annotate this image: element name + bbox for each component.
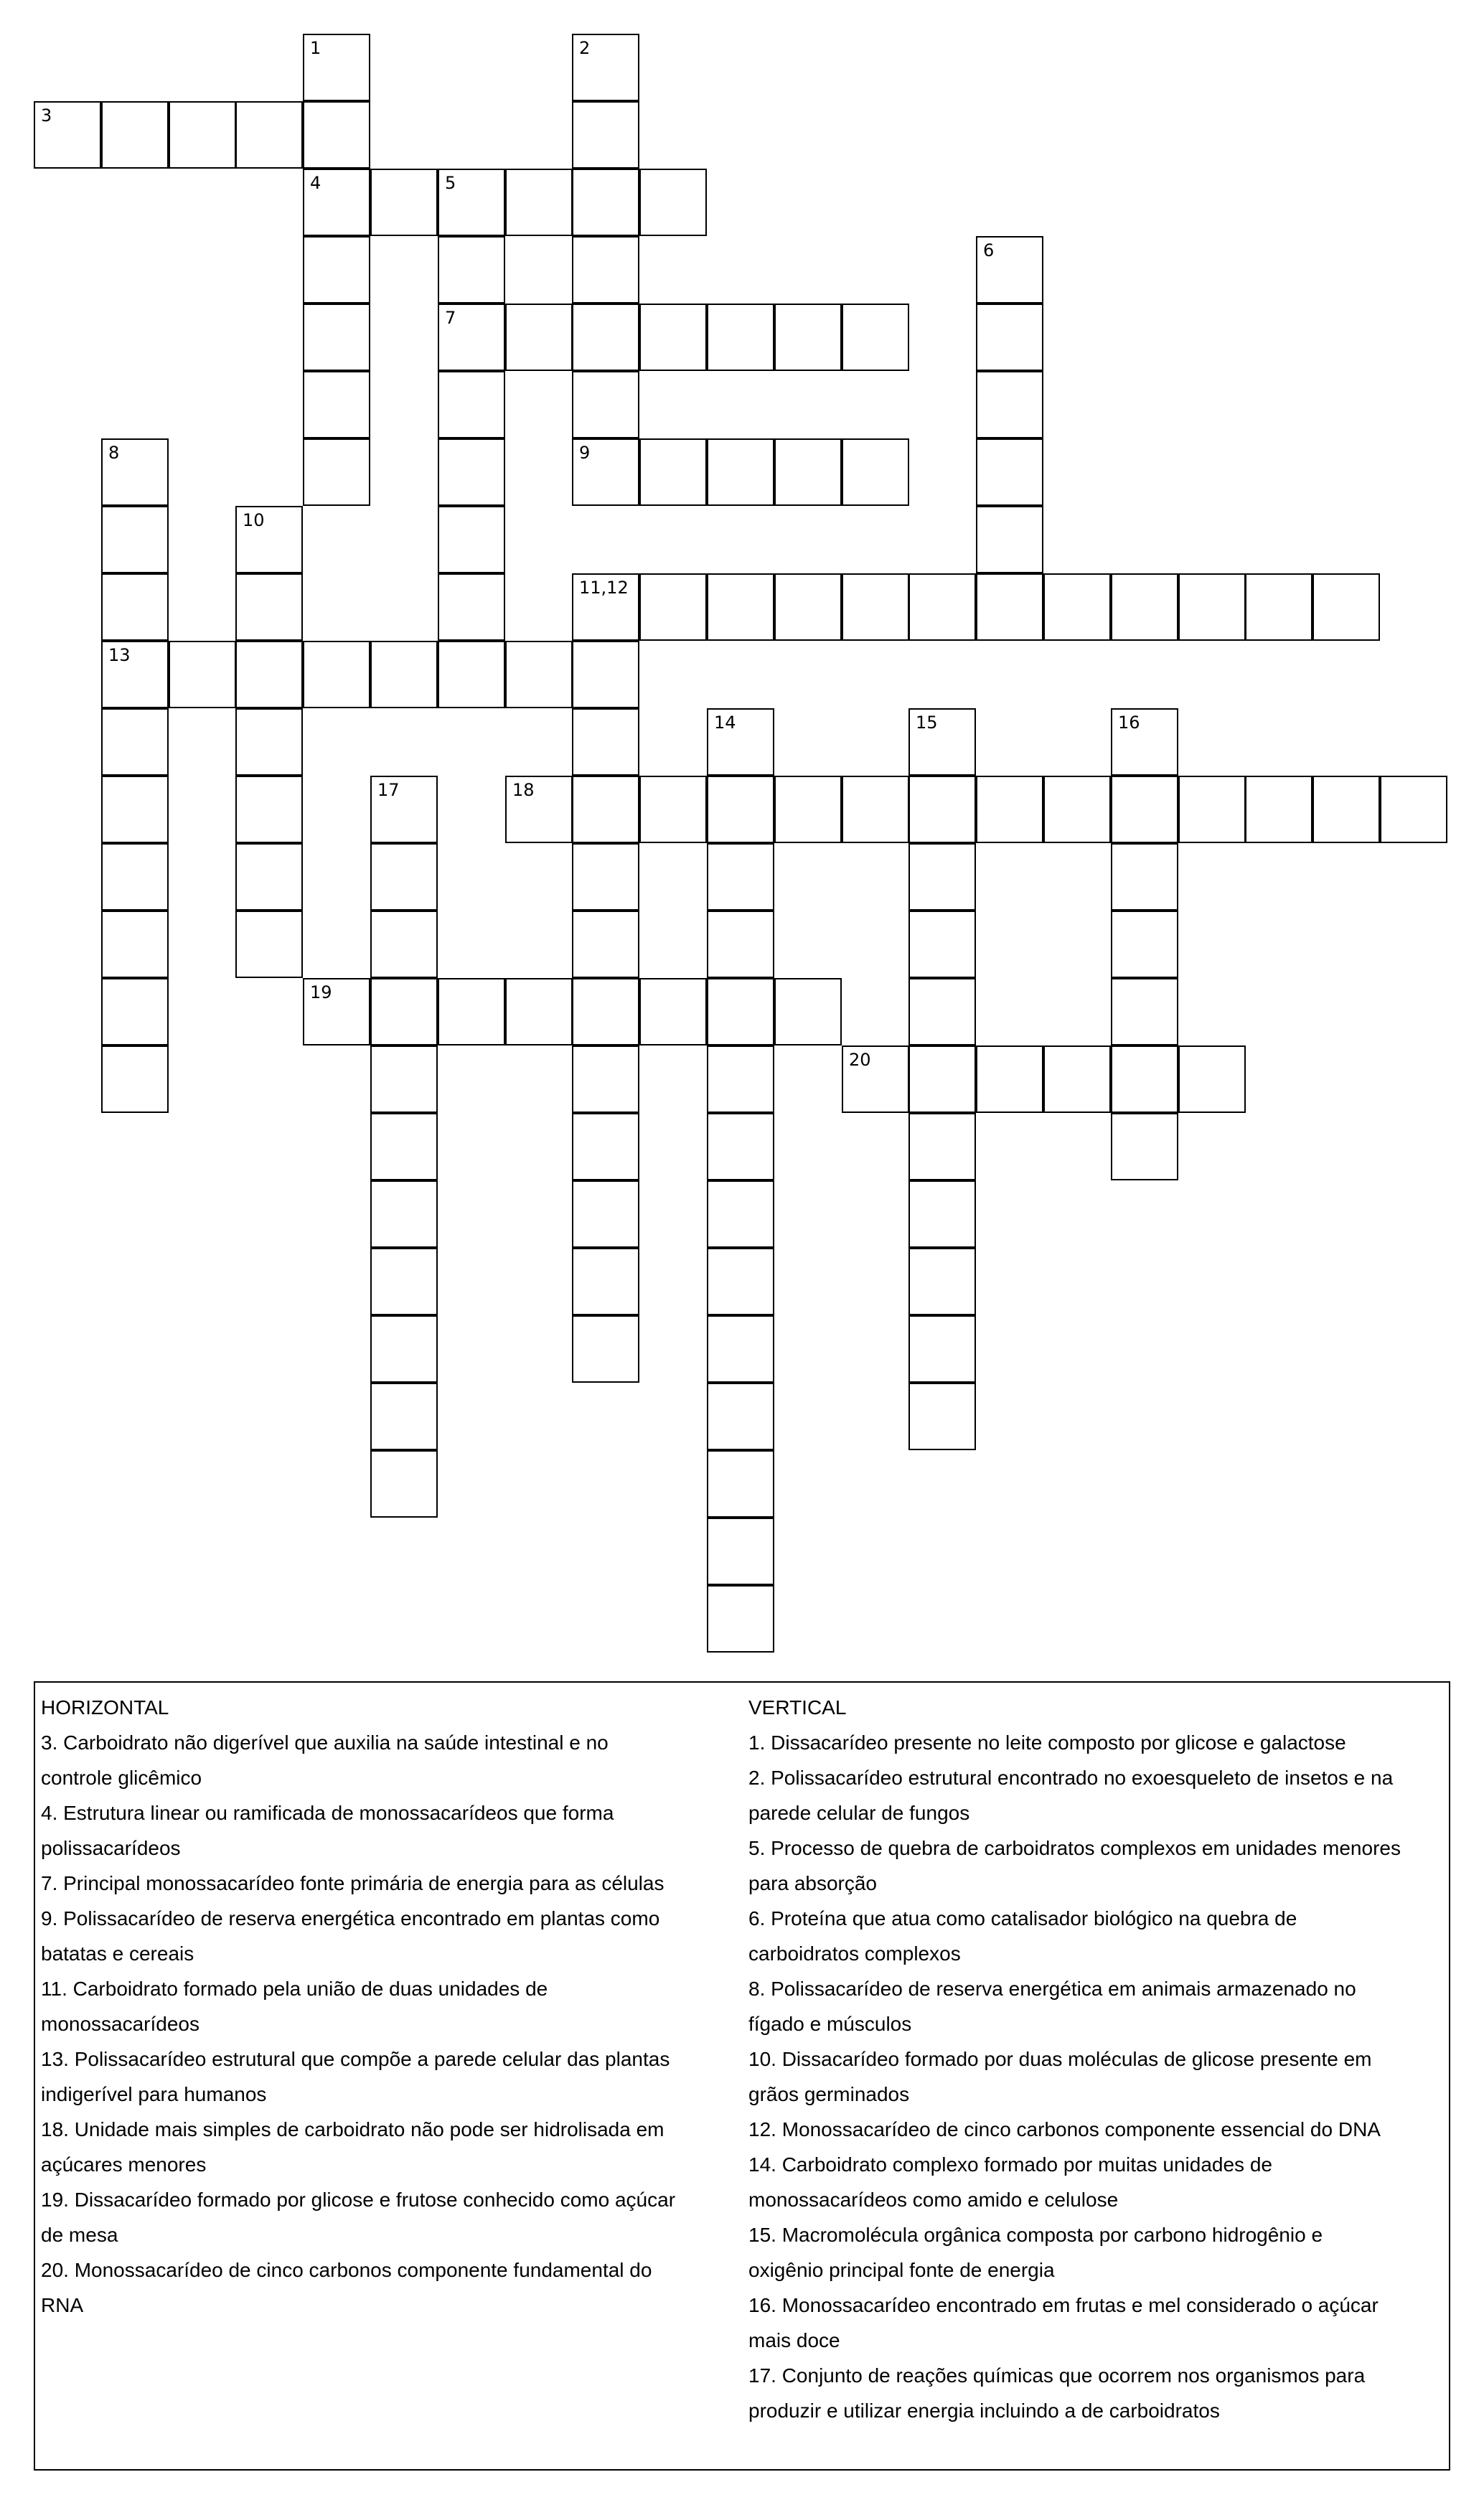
- clue-line: 5. Processo de quebra de carboidratos complexos em unidades menores: [748, 1837, 1401, 1859]
- crossword-cell[interactable]: [235, 101, 303, 169]
- cell-number: 2: [579, 38, 591, 58]
- crossword-cell[interactable]: [101, 101, 169, 169]
- crossword-cell[interactable]: [101, 1045, 169, 1113]
- crossword-cell[interactable]: [572, 1180, 639, 1248]
- cell-number: 18: [512, 780, 535, 800]
- crossword-cell[interactable]: [438, 236, 505, 304]
- crossword-cell[interactable]: [101, 573, 169, 641]
- crossword-cell[interactable]: [639, 169, 707, 236]
- clue-line: 6. Proteína que atua como catalisador biológico na quebra de: [748, 1907, 1297, 1930]
- horizontal-clue: [41, 1866, 730, 1901]
- crossword-cell[interactable]: [101, 843, 169, 911]
- horizontal-clue: [41, 2182, 730, 2252]
- crossword-cell[interactable]: [908, 1315, 976, 1383]
- vertical-clue: [748, 2358, 1446, 2428]
- crossword-cell[interactable]: [1111, 911, 1178, 978]
- crossword-cell[interactable]: [572, 776, 639, 843]
- crossword-cell[interactable]: [842, 1045, 909, 1113]
- cell-number: 17: [377, 780, 400, 800]
- crossword-cell[interactable]: [303, 438, 370, 506]
- crossword-cell[interactable]: [438, 438, 505, 506]
- vertical-clue-list: [748, 1725, 1446, 2428]
- crossword-cell[interactable]: [505, 978, 573, 1045]
- crossword-cell[interactable]: [370, 1113, 438, 1180]
- crossword-cell[interactable]: [303, 169, 370, 236]
- clue-line: 4. Estrutura linear ou ramificada de monossacarídeos que forma: [41, 1802, 614, 1824]
- crossword-cell[interactable]: [303, 101, 370, 169]
- cell-number: 13: [108, 645, 131, 665]
- cell-number: 19: [310, 982, 332, 1002]
- cell-number: 20: [849, 1050, 871, 1070]
- crossword-cell[interactable]: [235, 776, 303, 843]
- crossword-cell[interactable]: [505, 304, 573, 371]
- vertical-clue: [748, 2041, 1446, 2112]
- crossword-cell[interactable]: [842, 304, 909, 371]
- cell-number: 3: [41, 105, 52, 126]
- horizontal-clue: [41, 2252, 730, 2323]
- crossword-cell[interactable]: [101, 911, 169, 978]
- cell-number: 16: [1118, 713, 1140, 733]
- clue-line: 11. Carboidrato formado pela união de duas unidades de: [41, 1978, 548, 2000]
- cell-number: 8: [108, 443, 120, 463]
- clue-line: fígado e músculos: [748, 2013, 912, 2035]
- crossword-cell[interactable]: [1178, 573, 1246, 641]
- crossword-cell[interactable]: [438, 978, 505, 1045]
- cell-number: 9: [579, 443, 591, 463]
- crossword-cell[interactable]: [908, 911, 976, 978]
- crossword-cell[interactable]: [101, 438, 169, 506]
- clues-box: [34, 1681, 1450, 2471]
- crossword-cell[interactable]: [1178, 776, 1246, 843]
- crossword-cell[interactable]: [639, 438, 707, 506]
- clue-line: 2. Polissacarídeo estrutural encontrado no exoesqueleto de insetos e na: [748, 1767, 1394, 1789]
- crossword-cell[interactable]: [908, 843, 976, 911]
- horizontal-clue-list: [41, 1725, 730, 2323]
- vertical-clue: [748, 1830, 1446, 1901]
- clue-line: batatas e cereais: [41, 1942, 194, 1965]
- crossword-cell[interactable]: [303, 978, 370, 1045]
- clue-line: parede celular de fungos: [748, 1802, 970, 1824]
- crossword-cell[interactable]: [438, 304, 505, 371]
- crossword-cell[interactable]: [370, 1450, 438, 1518]
- crossword-cell[interactable]: [707, 438, 774, 506]
- crossword-cell[interactable]: [976, 438, 1043, 506]
- crossword-cell[interactable]: [303, 34, 370, 101]
- vertical-clue: [748, 1725, 1446, 1760]
- horizontal-clue: [41, 1795, 730, 1866]
- cell-number: 15: [916, 713, 938, 733]
- crossword-cell[interactable]: [572, 438, 639, 506]
- crossword-cell[interactable]: [370, 1045, 438, 1113]
- crossword-cell[interactable]: [707, 1180, 774, 1248]
- clue-line: 15. Macromolécula orgânica composta por carbono hidrogênio e: [748, 2224, 1323, 2246]
- horizontal-clue: [41, 1971, 730, 2041]
- crossword-cell[interactable]: [572, 1315, 639, 1383]
- crossword-cell[interactable]: [976, 506, 1043, 573]
- crossword-cell[interactable]: [1245, 776, 1312, 843]
- crossword-cell[interactable]: [505, 169, 573, 236]
- crossword-cell[interactable]: [303, 236, 370, 304]
- crossword-cell[interactable]: [572, 978, 639, 1045]
- vertical-clue: [748, 2217, 1446, 2288]
- crossword-cell[interactable]: [438, 371, 505, 438]
- cell-number: 5: [445, 173, 456, 193]
- crossword-cell[interactable]: [639, 978, 707, 1045]
- crossword-cell[interactable]: [1178, 1045, 1246, 1113]
- clue-line: de mesa: [41, 2224, 118, 2246]
- crossword-cell[interactable]: [235, 641, 303, 708]
- crossword-cell[interactable]: [639, 776, 707, 843]
- horizontal-clues: [41, 1690, 730, 2323]
- crossword-cell[interactable]: [169, 101, 236, 169]
- crossword-cell[interactable]: [976, 573, 1043, 641]
- crossword-cell[interactable]: [707, 843, 774, 911]
- crossword-cell[interactable]: [1111, 1113, 1178, 1180]
- clue-line: grãos germinados: [748, 2083, 910, 2105]
- crossword-cell[interactable]: [101, 978, 169, 1045]
- crossword-cell[interactable]: [370, 978, 438, 1045]
- crossword-cell[interactable]: [842, 438, 909, 506]
- clue-line: indigerível para humanos: [41, 2083, 267, 2105]
- clue-line: controle glicêmico: [41, 1767, 202, 1789]
- crossword-cell[interactable]: [1043, 573, 1111, 641]
- horizontal-title: HORIZONTAL: [41, 1696, 169, 1719]
- crossword-cell[interactable]: [707, 1248, 774, 1315]
- crossword-cell[interactable]: [908, 708, 976, 776]
- crossword-cell[interactable]: [235, 911, 303, 978]
- crossword-cell[interactable]: [169, 641, 236, 708]
- clue-line: para absorção: [748, 1872, 878, 1894]
- crossword-cell[interactable]: [572, 1248, 639, 1315]
- clue-line: açúcares menores: [41, 2153, 207, 2176]
- crossword-cell[interactable]: [976, 371, 1043, 438]
- crossword-cell[interactable]: [1111, 708, 1178, 776]
- crossword-cell[interactable]: [572, 911, 639, 978]
- crossword-cell[interactable]: [101, 506, 169, 573]
- clue-line: 19. Dissacarídeo formado por glicose e frutose conhecido como açúcar: [41, 2189, 676, 2211]
- crossword-cell[interactable]: [976, 304, 1043, 371]
- crossword-cell[interactable]: [370, 776, 438, 843]
- crossword-cell[interactable]: [1111, 978, 1178, 1045]
- crossword-cell[interactable]: [774, 776, 842, 843]
- crossword-cell[interactable]: [707, 1518, 774, 1585]
- crossword-cell[interactable]: [572, 708, 639, 776]
- crossword-cell[interactable]: [976, 776, 1043, 843]
- crossword-cell[interactable]: [1043, 1045, 1111, 1113]
- crossword-cell[interactable]: [1312, 573, 1380, 641]
- crossword-cell[interactable]: [908, 573, 976, 641]
- crossword-cell[interactable]: [774, 438, 842, 506]
- crossword-cell[interactable]: [976, 236, 1043, 304]
- vertical-title: VERTICAL: [748, 1696, 847, 1719]
- crossword-cell[interactable]: [1111, 843, 1178, 911]
- crossword-cell[interactable]: [34, 101, 101, 169]
- crossword-cell[interactable]: [707, 573, 774, 641]
- clue-line: 3. Carboidrato não digerível que auxilia na saúde intestinal e no: [41, 1731, 609, 1754]
- vertical-clues: [748, 1690, 1446, 2428]
- clue-line: 7. Principal monossacarídeo fonte primária de energia para as células: [41, 1872, 664, 1894]
- crossword-cell[interactable]: [1043, 776, 1111, 843]
- crossword-cell[interactable]: [572, 169, 639, 236]
- crossword-cell[interactable]: [1111, 776, 1178, 843]
- clue-line: produzir e utilizar energia incluindo a de carboidratos: [748, 2400, 1220, 2422]
- crossword-cell[interactable]: [707, 1450, 774, 1518]
- cell-number: 11,12: [579, 578, 629, 598]
- crossword-cell[interactable]: [572, 573, 639, 641]
- cell-number: 1: [310, 38, 321, 58]
- clue-line: monossacarídeos como amido e celulose: [748, 2189, 1119, 2211]
- crossword-cell[interactable]: [235, 708, 303, 776]
- vertical-clue: [748, 1901, 1446, 1971]
- crossword-cell[interactable]: [908, 1113, 976, 1180]
- crossword-cell[interactable]: [572, 1113, 639, 1180]
- horizontal-clue: [41, 1725, 730, 1795]
- horizontal-clue: [41, 2041, 730, 2112]
- crossword-cell[interactable]: [572, 641, 639, 708]
- crossword-cell[interactable]: [505, 776, 573, 843]
- crossword-cell[interactable]: [438, 573, 505, 641]
- crossword-cell[interactable]: [908, 1383, 976, 1450]
- clue-line: 9. Polissacarídeo de reserva energética encontrado em plantas como: [41, 1907, 660, 1930]
- clue-line: 12. Monossacarídeo de cinco carbonos componente essencial do DNA: [748, 2118, 1381, 2140]
- crossword-cell[interactable]: [1380, 776, 1447, 843]
- crossword-cell[interactable]: [572, 101, 639, 169]
- clue-line: polissacarídeos: [41, 1837, 181, 1859]
- crossword-cell[interactable]: [908, 776, 976, 843]
- clue-line: 14. Carboidrato complexo formado por muitas unidades de: [748, 2153, 1272, 2176]
- crossword-cell[interactable]: [707, 708, 774, 776]
- crossword-cell[interactable]: [303, 304, 370, 371]
- crossword-cell[interactable]: [1111, 1045, 1178, 1113]
- crossword-cell[interactable]: [370, 641, 438, 708]
- crossword-cell[interactable]: [370, 1180, 438, 1248]
- crossword-cell[interactable]: [572, 1045, 639, 1113]
- clue-line: 1. Dissacarídeo presente no leite composto por glicose e galactose: [748, 1731, 1346, 1754]
- crossword-cell[interactable]: [1245, 573, 1312, 641]
- crossword-cell[interactable]: [370, 843, 438, 911]
- crossword-cell[interactable]: [707, 1113, 774, 1180]
- crossword-cell[interactable]: [572, 34, 639, 101]
- vertical-clue: [748, 1971, 1446, 2041]
- crossword-cell[interactable]: [774, 573, 842, 641]
- crossword-cell[interactable]: [235, 506, 303, 573]
- crossword-cell[interactable]: [707, 978, 774, 1045]
- vertical-clue: [748, 1760, 1446, 1830]
- cell-number: 7: [445, 308, 456, 328]
- crossword-cell[interactable]: [101, 641, 169, 708]
- crossword-cell[interactable]: [707, 1045, 774, 1113]
- crossword-cell[interactable]: [370, 1315, 438, 1383]
- clue-line: mais doce: [748, 2329, 840, 2351]
- crossword-cell[interactable]: [370, 911, 438, 978]
- crossword-cell[interactable]: [639, 304, 707, 371]
- clue-line: monossacarídeos: [41, 2013, 200, 2035]
- crossword-cell[interactable]: [908, 1248, 976, 1315]
- crossword-cell[interactable]: [438, 506, 505, 573]
- crossword-cell[interactable]: [101, 776, 169, 843]
- vertical-clue: [748, 2112, 1446, 2147]
- crossword-cell[interactable]: [572, 236, 639, 304]
- clue-line: oxigênio principal fonte de energia: [748, 2259, 1055, 2281]
- crossword-cell[interactable]: [235, 573, 303, 641]
- crossword-cell[interactable]: [908, 1180, 976, 1248]
- clue-line: 17. Conjunto de reações químicas que ocorrem nos organismos para: [748, 2364, 1366, 2387]
- crossword-cell[interactable]: [707, 1315, 774, 1383]
- crossword-cell[interactable]: [1111, 573, 1178, 641]
- horizontal-clue: [41, 2112, 730, 2182]
- crossword-cell[interactable]: [572, 304, 639, 371]
- clue-line: 8. Polissacarídeo de reserva energética em animais armazenado no: [748, 1978, 1356, 2000]
- crossword-cell[interactable]: [303, 641, 370, 708]
- vertical-clue: [748, 2288, 1446, 2358]
- crossword-cell[interactable]: [707, 776, 774, 843]
- crossword-cell[interactable]: [438, 641, 505, 708]
- crossword-cell[interactable]: [707, 1383, 774, 1450]
- crossword-cell[interactable]: [370, 1383, 438, 1450]
- crossword-cell[interactable]: [774, 304, 842, 371]
- crossword-cell[interactable]: [505, 641, 573, 708]
- clue-line: 20. Monossacarídeo de cinco carbonos componente fundamental do: [41, 2259, 652, 2281]
- clue-line: carboidratos complexos: [748, 1942, 961, 1965]
- clue-line: 18. Unidade mais simples de carboidrato não pode ser hidrolisada em: [41, 2118, 664, 2140]
- crossword-cell[interactable]: [908, 978, 976, 1045]
- crossword-cell[interactable]: [639, 573, 707, 641]
- crossword-cell[interactable]: [572, 371, 639, 438]
- crossword-cell[interactable]: [707, 911, 774, 978]
- clue-line: RNA: [41, 2294, 84, 2316]
- crossword-cell[interactable]: [235, 843, 303, 911]
- crossword-cell[interactable]: [572, 843, 639, 911]
- cell-number: 4: [310, 173, 321, 193]
- clue-line: 13. Polissacarídeo estrutural que compõe a parede celular das plantas: [41, 2048, 670, 2070]
- crossword-cell[interactable]: [303, 371, 370, 438]
- cell-number: 14: [714, 713, 736, 733]
- cell-number: 10: [243, 510, 265, 530]
- crossword-cell[interactable]: [774, 978, 842, 1045]
- crossword-cell[interactable]: [842, 776, 909, 843]
- vertical-clue: [748, 2147, 1446, 2217]
- crossword-cell[interactable]: [101, 708, 169, 776]
- crossword-cell[interactable]: [908, 1045, 976, 1113]
- clue-line: 16. Monossacarídeo encontrado em frutas e mel considerado o açúcar: [748, 2294, 1379, 2316]
- clue-line: 10. Dissacarídeo formado por duas moléculas de glicose presente em: [748, 2048, 1372, 2070]
- crossword-cell[interactable]: [370, 169, 438, 236]
- crossword-cell[interactable]: [370, 1248, 438, 1315]
- crossword-cell[interactable]: [976, 1045, 1043, 1113]
- crossword-cell[interactable]: [707, 304, 774, 371]
- crossword-cell[interactable]: [842, 573, 909, 641]
- crossword-cell[interactable]: [1312, 776, 1380, 843]
- crossword-cell[interactable]: [438, 169, 505, 236]
- horizontal-clue: [41, 1901, 730, 1971]
- crossword-cell[interactable]: [707, 1585, 774, 1653]
- cell-number: 6: [983, 240, 995, 260]
